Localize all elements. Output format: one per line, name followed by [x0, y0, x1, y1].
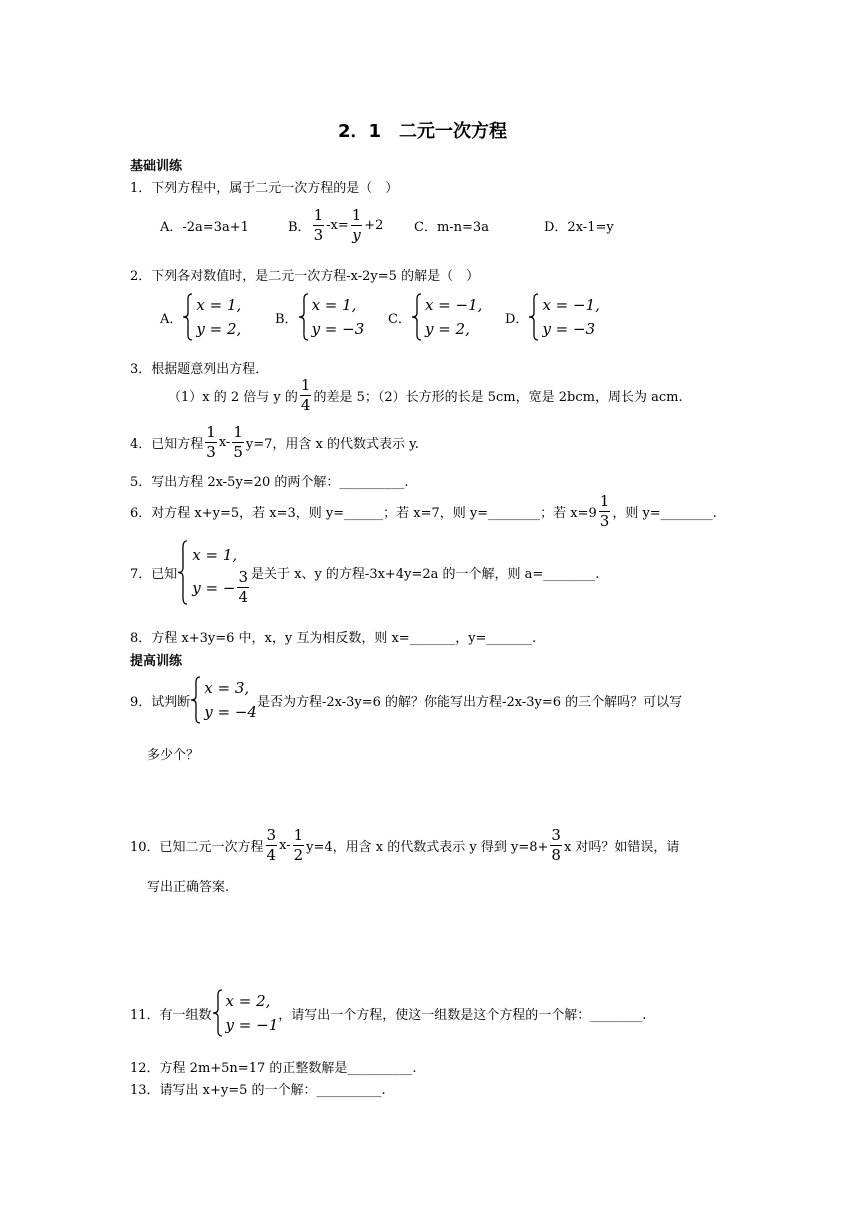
question-3-stem: 3．根据题意列出方程．: [130, 362, 269, 377]
q2-a-system: x = 1, y = 2,: [182, 293, 241, 341]
q9-system: x = 3, y = −4: [190, 676, 257, 724]
q1-b-fraction-2: $\frac{1}{y}$: [351, 206, 362, 244]
question-4: 4．已知方程 $\frac{1}{3}$ x- $\frac{1}{5}$ y=7，用含 x 的代数式表示 y.: [130, 423, 419, 461]
q1-option-d: D．2x-1=y: [544, 220, 614, 235]
q1-option-c: C．m-n=3a: [414, 220, 489, 235]
q2-b-system: x = 1, y = −3: [298, 293, 365, 341]
q1-option-b: B． $\frac{1}{3}$ -x= $\frac{1}{y}$ +2: [288, 206, 384, 244]
question-5: 5．写出方程 2x-5y=20 的两个解：__________.: [130, 475, 409, 490]
question-9: 9．试判断 x = 3, y = −4 是否为方程-2x-3y=6 的解？你能写出方程-2x-3y=6 的三个解吗？可以写: [130, 676, 682, 724]
q2-option-d: D． x = −1, y = −3: [505, 293, 600, 341]
question-12: 12．方程 2m+5n=17 的正整数解是__________.: [130, 1061, 417, 1076]
q10-fraction-1: $\frac{3}{4}$: [266, 826, 277, 864]
q1-b-fraction-1: $\frac{1}{3}$: [313, 206, 324, 244]
question-9-continuation: 多少个？: [147, 748, 200, 763]
question-7: 7．已知 x = 1, y = − $\frac{3}{4}$ 是关于 x、y 的方程-3x+4y=2a 的一个解，则 a=________.: [130, 540, 599, 605]
q2-option-a: A． x = 1, y = 2,: [160, 293, 275, 341]
q7-system: x = 1, y = − $\frac{3}{4}$: [177, 540, 251, 605]
q2-c-system: x = −1, y = 2,: [411, 293, 482, 341]
q11-system: x = 2, y = −1: [212, 989, 279, 1037]
question-2-options: [160, 293, 600, 341]
q2-option-b: B． x = 1, y = −3: [275, 293, 388, 341]
section-advanced-heading: 提高训练: [130, 654, 183, 669]
question-10-continuation: 写出正确答案.: [147, 880, 230, 895]
section-basic-heading: 基础训练: [130, 159, 183, 174]
q2-option-c: C． x = −1, y = 2,: [388, 293, 505, 341]
q4-fraction-2: $\frac{1}{5}$: [233, 423, 243, 461]
q4-fraction-1: $\frac{1}{3}$: [206, 423, 216, 461]
question-1-options: [160, 208, 614, 243]
q1-option-a: A．-2a=3a+1: [160, 220, 249, 235]
q6-fraction: $\frac{1}{3}$: [599, 492, 610, 530]
question-2-stem: 2．下列各对数值时，是二元一次方程-x-2y=5 的解是（ ）: [130, 269, 480, 284]
question-8: 8．方程 x+3y=6 中，x，y 互为相反数，则 x=_______，y=_______.: [130, 631, 537, 646]
question-11: 11．有一组数 x = 2, y = −1 ，请写出一个方程，使这一组数是这个方程的一个解：________.: [130, 989, 646, 1037]
question-6: 6．对方程 x+y=5，若 x=3，则 y=______；若 x=7，则 y=________；若 x=9 $\frac{1}{3}$ ，则 y=________.: [130, 492, 717, 530]
q2-d-system: x = −1, y = −3: [528, 293, 599, 341]
question-13: 13．请写出 x+y=5 的一个解：__________.: [130, 1083, 386, 1098]
question-3-parts: （1）x 的 2 倍与 y 的 $\frac{1}{4}$ 的差是 5；（2）长方形的长是 5cm，宽是 2bcm，周长为 acm.: [168, 376, 683, 414]
q10-fraction-2: $\frac{1}{2}$: [293, 826, 304, 864]
q10-fraction-3: $\frac{3}{8}$: [551, 826, 561, 864]
page-title: 2．1 二元一次方程: [338, 121, 508, 142]
q3-fraction: $\frac{1}{4}$: [300, 376, 311, 414]
question-1-stem: 1．下列方程中，属于二元一次方程的是（ ）: [130, 181, 399, 196]
question-10: 10．已知二元一次方程 $\frac{3}{4}$ x- $\frac{1}{2}$ y=4，用含 x 的代数式表示 y 得到 y=8+ $\frac{3}{8}$ x 对吗？如错误，请: [130, 826, 680, 864]
q7-fraction: $\frac{3}{4}$: [238, 568, 248, 606]
